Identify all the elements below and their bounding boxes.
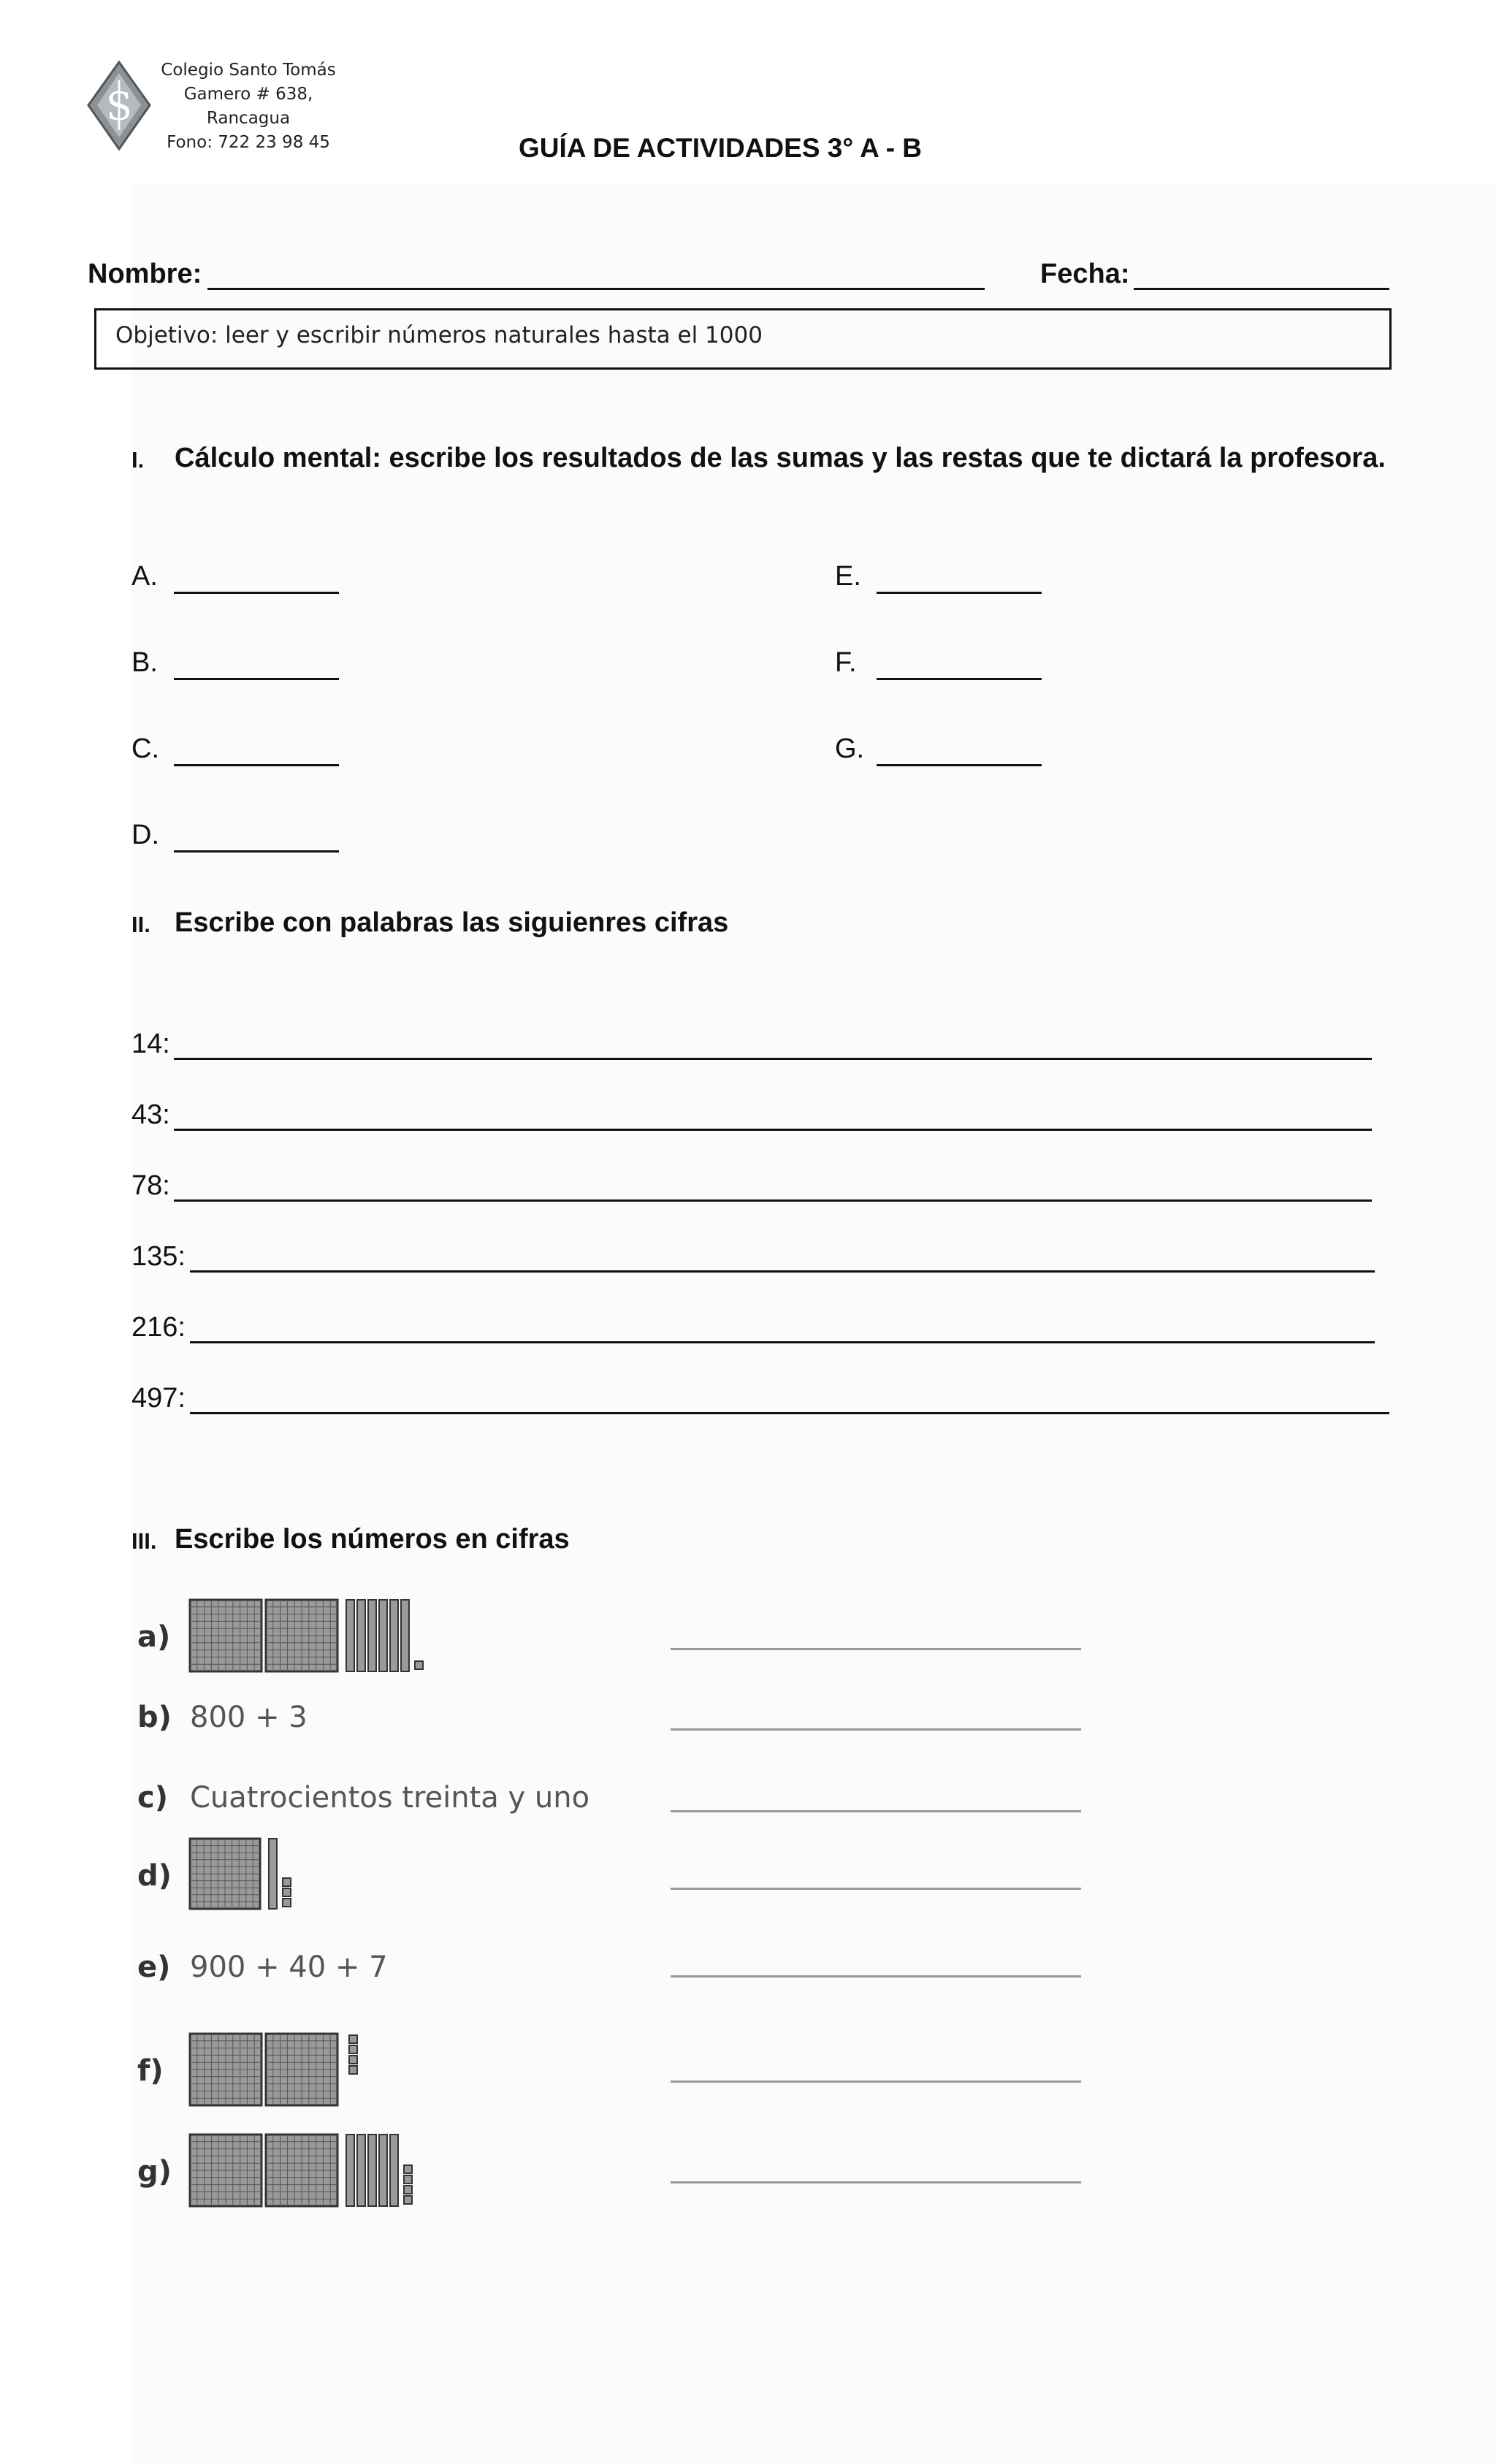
answer-label: D. [131,820,159,850]
unit-cube [283,1899,291,1907]
ten-rod [269,1839,277,1909]
number-label: 216: [131,1312,186,1343]
section1-heading: Cálculo mental: escribe los resultados de las sumas y las restas que te dictará la profesora. [175,443,1386,473]
words-line[interactable] [190,1246,1375,1273]
answer-line[interactable] [671,2080,1081,2083]
ten-rod [379,2135,387,2206]
ten-rod [357,2135,365,2206]
ten-rod [390,1600,398,1671]
answer-blank[interactable] [877,739,1042,766]
hundred-flat [190,2135,262,2206]
objective-text: Objetivo: leer y escribir números naturales hasta el 1000 [115,322,763,348]
base10-blocks [188,2032,387,2110]
svg-text:S: S [106,85,132,129]
ten-rod [390,2135,398,2206]
unit-cube [349,2045,357,2053]
answer-blank[interactable] [877,567,1042,594]
item-label: g) [137,2155,172,2189]
unit-cube [349,2056,357,2064]
school-name: Colegio Santo Tomás [161,61,336,80]
words-line[interactable] [174,1175,1372,1202]
date-label: Fecha: [1040,259,1130,289]
page-title: GUÍA DE ACTIVIDADES 3° A - B [519,133,923,163]
school-city: Rancagua [206,109,291,128]
answer-label: C. [131,733,159,764]
ten-rod [368,2135,376,2206]
answer-blank[interactable] [174,739,339,766]
answer-line[interactable] [671,1888,1081,1890]
answer-line[interactable] [671,1728,1081,1731]
answer-label: F. [835,647,857,678]
unit-cube [283,1878,291,1886]
answer-label: B. [131,647,158,678]
name-field[interactable] [207,263,985,290]
ten-rod [357,1600,365,1671]
ten-rod [346,1600,354,1671]
base10-blocks [188,1598,457,1676]
item-text: Cuatrocientos treinta y uno [190,1781,590,1815]
section3-number: III. [131,1528,157,1554]
unit-cube [404,2196,412,2204]
answer-line[interactable] [671,1975,1081,1977]
unit-cube [404,2165,412,2173]
section2-number: II. [131,912,150,937]
ten-rod [401,1600,409,1671]
words-line[interactable] [174,1104,1372,1131]
answer-label: G. [835,733,865,764]
hundred-flat [266,2034,337,2105]
number-label: 14: [131,1029,170,1059]
answer-label: E. [835,561,861,592]
number-label: 43: [131,1099,170,1130]
name-label: Nombre: [88,259,202,289]
answer-line[interactable] [671,1648,1081,1650]
answer-blank[interactable] [174,825,339,853]
date-field[interactable] [1134,263,1389,290]
ten-rod [379,1600,387,1671]
item-label: e) [137,1950,171,1984]
hundred-flat [190,1600,262,1671]
answer-blank[interactable] [174,653,339,680]
base10-blocks [188,1837,320,1913]
section3-heading: Escribe los números en cifras [175,1524,570,1555]
unit-cube [404,2186,412,2194]
item-label: c) [137,1781,168,1815]
objective-box [94,308,1392,370]
item-label: d) [137,1859,172,1893]
hundred-flat [266,1600,337,1671]
unit-cube [283,1888,291,1896]
school-info [146,58,351,155]
item-label: f) [137,2054,164,2088]
number-label: 78: [131,1170,170,1201]
hundred-flat [190,1839,260,1909]
hundred-flat [190,2034,262,2105]
answer-blank[interactable] [877,653,1042,680]
number-label: 135: [131,1241,186,1272]
answer-blank[interactable] [174,567,339,594]
unit-cube [349,2035,357,2043]
section1-number: I. [131,447,145,473]
school-logo [86,60,152,151]
item-label: a) [137,1620,171,1654]
item-text: 900 + 40 + 7 [190,1950,388,1984]
school-phone: Fono: 722 23 98 45 [167,133,330,152]
item-text: 800 + 3 [190,1701,308,1734]
words-line[interactable] [190,1387,1389,1414]
school-address: Gamero # 638, [183,85,313,104]
hundred-flat [266,2135,337,2206]
unit-cube [404,2175,412,2183]
unit-cube [415,1661,423,1669]
answer-line[interactable] [671,2181,1081,2183]
answer-line[interactable] [671,1810,1081,1812]
base10-blocks [188,2133,446,2211]
item-label: b) [137,1701,172,1734]
unit-cube [349,2066,357,2074]
answer-label: A. [131,561,158,592]
words-line[interactable] [190,1316,1375,1343]
ten-rod [368,1600,376,1671]
section2-heading: Escribe con palabras las siguienres cifras [175,907,729,938]
number-label: 497: [131,1383,186,1414]
ten-rod [346,2135,354,2206]
words-line[interactable] [174,1033,1372,1060]
